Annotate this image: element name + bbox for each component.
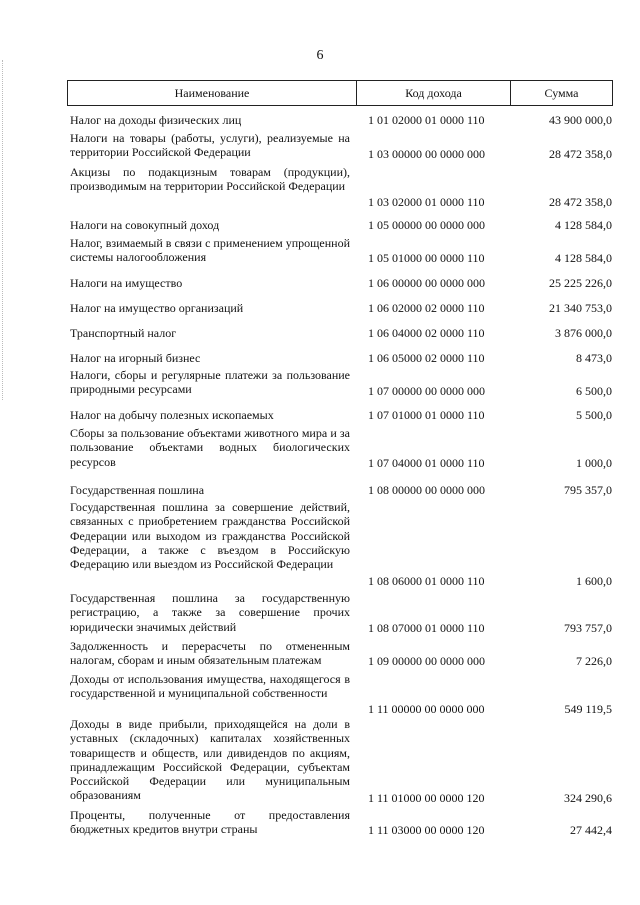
row-sum: 8 473,0 <box>576 351 612 365</box>
row-code: 1 06 04000 02 0000 110 <box>368 326 485 340</box>
row-name: Налог на имущество организаций <box>70 301 244 315</box>
row-sum: 3 876 000,0 <box>555 326 612 340</box>
table-header <box>67 80 613 106</box>
row-code: 1 08 00000 00 0000 000 <box>368 483 485 497</box>
row-sum: 793 757,0 <box>564 621 612 635</box>
binding-marks <box>2 60 7 400</box>
row-code: 1 08 07000 01 0000 110 <box>368 621 485 635</box>
row-sum: 5 500,0 <box>576 408 612 422</box>
row-name: Налоги на имущество <box>70 276 183 290</box>
row-name: Задолженность и перерасчеты по отмененным налогам, сборам и иным обязательным платежам <box>70 639 350 668</box>
row-code: 1 06 05000 02 0000 110 <box>368 351 485 365</box>
row-code: 1 11 01000 00 0000 120 <box>368 791 485 805</box>
row-sum: 549 119,5 <box>564 702 612 716</box>
row-sum: 4 128 584,0 <box>555 218 612 232</box>
row-name: Налоги на товары (работы, услуги), реализуемые на территории Российской Федерации <box>70 131 350 160</box>
row-name: Налог, взимаемый в связи с применением упрощенной системы налогообложения <box>70 236 350 265</box>
row-sum: 1 000,0 <box>576 456 612 470</box>
row-sum: 324 290,6 <box>564 791 612 805</box>
row-sum: 21 340 753,0 <box>549 301 612 315</box>
row-code: 1 07 01000 01 0000 110 <box>368 408 485 422</box>
row-name: Акцизы по подакцизным товарам (продукции), производимым на территории Российской Федерации <box>70 165 350 194</box>
row-name: Доходы в виде прибыли, приходящейся на доли в уставных (складочных) капиталах хозяйственных товариществ и обществ, или дивидендов по акциям, принадлежащим Российской Федерации, субъектам Российской Федерации или муниципальным образованиям <box>70 717 350 803</box>
row-sum: 28 472 358,0 <box>549 195 612 209</box>
row-code: 1 05 01000 00 0000 110 <box>368 251 485 265</box>
row-sum: 27 442,4 <box>570 823 612 837</box>
row-code: 1 06 00000 00 0000 000 <box>368 276 485 290</box>
row-name: Транспортный налог <box>70 326 177 340</box>
row-sum: 6 500,0 <box>576 384 612 398</box>
row-code: 1 03 00000 00 0000 000 <box>368 147 485 161</box>
row-sum: 43 900 000,0 <box>549 113 612 127</box>
row-name: Налог на доходы физических лиц <box>70 113 242 127</box>
row-code: 1 01 02000 01 0000 110 <box>368 113 485 127</box>
header-sum: Сумма <box>510 81 612 105</box>
row-code: 1 11 03000 00 0000 120 <box>368 823 485 837</box>
row-name: Доходы от использования имущества, находящегося в государственной и муниципальной собственности <box>70 672 350 701</box>
row-name: Государственная пошлина за государственную регистрацию, а также за совершение прочих юридически значимых действий <box>70 591 350 634</box>
row-sum: 4 128 584,0 <box>555 251 612 265</box>
row-sum: 1 600,0 <box>576 574 612 588</box>
row-code: 1 07 04000 01 0000 110 <box>368 456 485 470</box>
row-code: 1 07 00000 00 0000 000 <box>368 384 485 398</box>
row-code: 1 09 00000 00 0000 000 <box>368 654 485 668</box>
row-code: 1 11 00000 00 0000 000 <box>368 702 485 716</box>
row-sum: 7 226,0 <box>576 654 612 668</box>
row-name: Налог на добычу полезных ископаемых <box>70 408 274 422</box>
row-name: Налоги, сборы и регулярные платежи за пользование природными ресурсами <box>70 368 350 397</box>
row-code: 1 03 02000 01 0000 110 <box>368 195 485 209</box>
row-sum: 25 225 226,0 <box>549 276 612 290</box>
row-sum: 795 357,0 <box>564 483 612 497</box>
row-name: Государственная пошлина за совершение действий, связанных с приобретением гражданства Российской Федерации или выходом из гражданства Российской Федерации, а также с въездом в Российскую Федерацию или выездом из Российской Федерации <box>70 500 350 572</box>
row-name: Проценты, полученные от предоставления бюджетных кредитов внутри страны <box>70 808 350 837</box>
row-name: Налог на игорный бизнес <box>70 351 201 365</box>
row-name: Сборы за пользование объектами животного мира и за пользование объектами водных биологических ресурсов <box>70 426 350 469</box>
row-code: 1 05 00000 00 0000 000 <box>368 218 485 232</box>
row-name: Государственная пошлина <box>70 483 205 497</box>
row-sum: 28 472 358,0 <box>549 147 612 161</box>
row-name: Налоги на совокупный доход <box>70 218 220 232</box>
header-code: Код дохода <box>356 81 510 105</box>
row-code: 1 08 06000 01 0000 110 <box>368 574 485 588</box>
page-number: 6 <box>316 48 324 63</box>
row-code: 1 06 02000 02 0000 110 <box>368 301 485 315</box>
header-name: Наименование <box>174 85 250 100</box>
